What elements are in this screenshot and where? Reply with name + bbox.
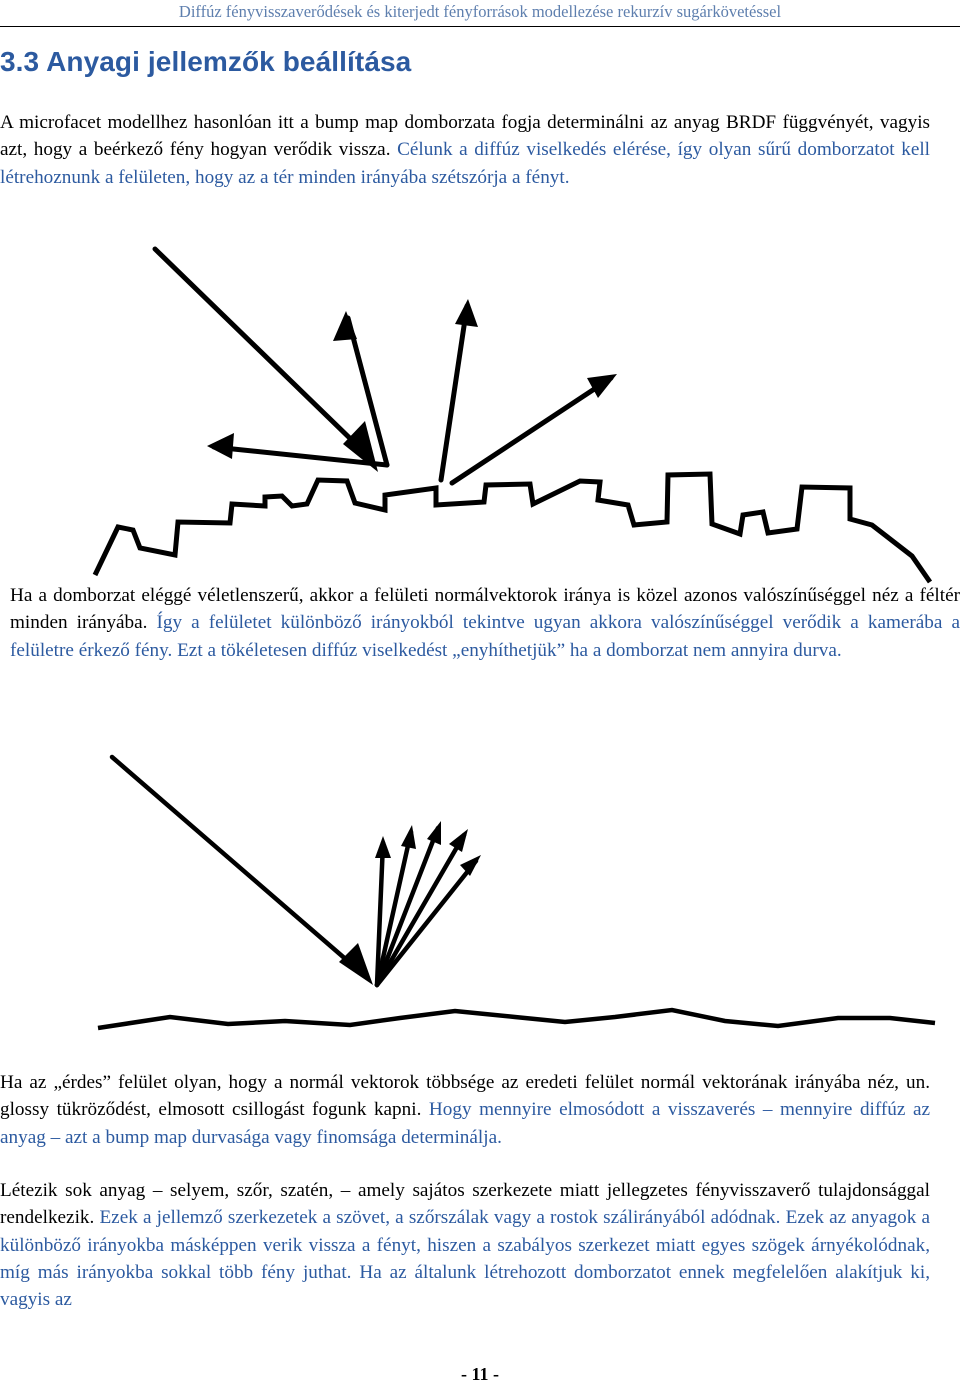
arrowhead (401, 825, 416, 849)
paragraph-glossy (0, 1069, 930, 1151)
glossy-reflection-figure (0, 745, 960, 1045)
scattered-ray (441, 306, 467, 480)
smooth-surface-profile (98, 1010, 935, 1028)
diffuse-reflection-figure (0, 240, 960, 585)
paragraph-anisotropic-part2: Ezek a jellemző szerkezetek a szövet, a szőrszálak vagy a rostok szálirányából adódnak. (94, 1207, 781, 1229)
arrowhead (587, 374, 617, 398)
arrowhead (375, 836, 391, 858)
arrowhead (427, 821, 441, 845)
paragraph-anisotropic-part1: Létezik sok anyag – selyem, szőr, szatén, – amely sajátos szerkezete miatt jellegzetes fényvisszaverő tulajdonsággal rendelkezik. (0, 1180, 930, 1229)
arrowhead (455, 299, 478, 327)
paragraph-intro-part2: Célunk a diffúz viselkedés elérése, így olyan sűrű domborzatot kell létrehoznunk a felületen, hogy az a tér minden irányába szétszórja a fényt. (0, 139, 931, 188)
paragraph-anisotropic-materials (0, 1177, 930, 1313)
paragraph-glossy-part1: Ha az „érdes” felület olyan, hogy a normál vektorok többsége az eredeti felület normál vektorának irányába néz, un. glossy tükröződést, elmosott csillogást fogunk kapni. (0, 1072, 930, 1121)
paragraph-intro (0, 109, 930, 191)
section-title: 3.3 Anyagi jellemzők beállítása (0, 46, 412, 77)
paragraph-intro-part1: A microfacet modellhez hasonlóan itt a bump map domborzata fogja determinálni az anyag BRDF függvényét, vagyis azt, hogy a beérkező fény hogyan verődik vissza. (0, 112, 930, 161)
arrowhead (449, 829, 468, 852)
rough-surface-profile (95, 474, 930, 582)
paragraph-anisotropic-part3: Ezek az anyagok a különböző irányokba másképpen verik vissza a fényt, hiszen a szabályos szerkezet miatt egyes szögek árnyékolódnak, míg más irányokba sokkal több fény juthat. (0, 1207, 930, 1283)
page-number: - 11 - (461, 1364, 499, 1384)
scattered-ray (452, 378, 611, 483)
incident-ray (112, 757, 349, 962)
arrowhead (333, 311, 357, 341)
arrowhead (460, 855, 481, 876)
running-header: Diffúz fényvisszaverődések és kiterjedt fényforrások modellezése rekurzív sugárkövetéssel (178, 2, 782, 21)
paragraph-random-normals-part3: Ezt a tökéletesen diffúz viselkedést „enyhíthetjük” ha a domborzat nem annyira durva. (172, 639, 842, 661)
paragraph-random-normals-part1: Ha a domborzat eléggé véletlenszerű, akkor a felületi normálvektorok iránya is közel azonos valószínűséggel néz a féltér minden irányába. (10, 585, 960, 634)
paragraph-random-normals-part2: Így a felületet különböző irányokból tekintve ugyan akkora valószínűséggel verődik a kamerába a felületre érkező fény. (10, 612, 960, 661)
incident-arrowhead (339, 943, 373, 985)
paragraph-glossy-part2: Hogy mennyire elmosódott a visszaverés – mennyire diffúz az anyag – azt a bump map durvasága vagy finomsága determinálja. (0, 1099, 930, 1148)
header-rule (0, 26, 960, 27)
paragraph-random-normals (10, 582, 960, 664)
arrowhead (207, 433, 234, 459)
paragraph-anisotropic-part4: Ha az általunk létrehozott domborzatot ennek megfelelően alakítjuk ki, vagyis az (0, 1261, 930, 1311)
incident-ray (155, 249, 362, 450)
